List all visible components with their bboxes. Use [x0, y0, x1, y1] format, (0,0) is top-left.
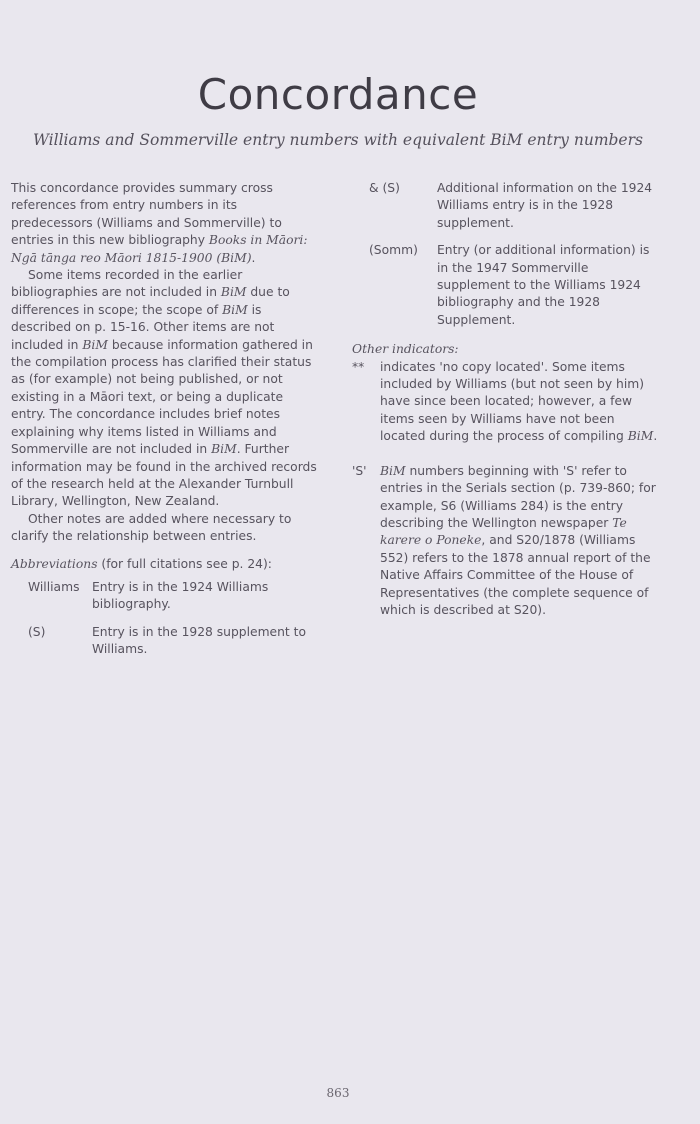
book-title-italic: Books in Māori: Ngā tānga reo Māori 1815-1900 (BiM)	[11, 233, 308, 265]
indicator-term: 'S'	[352, 463, 367, 478]
bim-abbrev: BiM	[627, 429, 654, 444]
bim-abbrev: BiM	[222, 302, 248, 317]
abbreviations-heading	[11, 556, 321, 573]
page-subtitle: Williams and Sommerville entry numbers with equivalent BiM entry numbers	[33, 131, 643, 149]
abbreviation-term: & (S)	[369, 181, 400, 195]
indicator-desc-text: .	[653, 429, 658, 444]
abbreviation-term: (S)	[28, 624, 46, 639]
indicator-term: **	[352, 359, 365, 374]
intro-p2-text-i: . Further information may be found in the archived records of the research held at the Alexander Turnbull Library, Wellington, New Zealand.	[11, 442, 317, 509]
intro-p2-text-g: because information gathered in the compilation process has clarified their status as (for example) not being published, or not existing in a Māori text, or being a duplicate entry. The concordance includes brief notes explaining why items listed in Williams and Sommerville are not included in	[11, 337, 313, 457]
abbreviation-item	[11, 579, 321, 614]
indicator-desc	[380, 359, 662, 446]
intro-p1-text-c: .	[251, 250, 256, 265]
indicator-desc-text: indicates 'no copy located'. Some items included by Williams (but not seen by him) have since been located; however, a few items seen by Williams have not been located during the process of compiling	[380, 359, 645, 444]
abbreviation-desc: Additional information on the 1924 Williams entry is in the 1928 supplement.	[437, 181, 653, 230]
newspaper-title-italic: Te karere o Poneke	[380, 515, 627, 548]
abbreviation-term: (Somm)	[369, 243, 418, 258]
abbreviation-desc: Entry is in the 1928 supplement to Williams.	[92, 624, 306, 657]
page-title: Concordance	[197, 70, 479, 119]
abbreviation-desc: Entry (or additional information) is in the 1947 Sommerville supplement to the Williams 1924 bibliography and the 1928 Supplement.	[437, 243, 650, 327]
abbreviation-item	[11, 624, 321, 659]
other-indicators-heading: Other indicators:	[352, 342, 459, 357]
intro-p1-text-a: This concordance provides summary cross references from entry numbers in its predecessors (Williams and Sommerville) to entries in this new bibliography	[11, 181, 282, 248]
abbreviation-item	[352, 180, 662, 232]
indicator-item	[352, 359, 662, 446]
indicator-desc-text: , and S20/1878 (Williams 552) refers to the 1878 annual report of the Native Affairs Committee of the House of Representatives (the complete sequence of which is described at S20).	[380, 533, 651, 617]
right-column	[352, 180, 662, 619]
page-number: 863	[326, 1086, 350, 1100]
intro-paragraph-2	[11, 267, 321, 511]
intro-paragraph-1	[11, 180, 321, 267]
indicator-item	[352, 463, 662, 620]
bim-abbrev: BiM	[211, 442, 237, 457]
abbreviations-heading-suffix: (for full citations see p. 24):	[97, 556, 272, 571]
intro-p2-text-e: is described on p. 15-16. Other items are not included in	[11, 302, 275, 352]
intro-paragraph-3: Other notes are added where necessary to clarify the relationship between entries.	[11, 511, 292, 544]
abbreviation-desc: Entry is in the 1924 Williams bibliography.	[92, 579, 269, 612]
bim-abbrev: BiM	[82, 337, 108, 352]
bim-abbrev: BiM	[380, 463, 406, 478]
abbreviations-heading-label: Abbreviations	[11, 556, 98, 571]
left-column	[11, 180, 321, 659]
abbreviation-term: Williams	[28, 579, 80, 594]
indicator-desc-text: numbers beginning with 'S' refer to entries in the Serials section (p. 739-860; for example, S6 (Williams 284) is the entry describing the Wellington newspaper	[380, 463, 656, 530]
intro-p2-text-c: due to differences in scope; the scope of	[11, 285, 290, 317]
bim-abbrev: BiM	[220, 285, 247, 300]
indicator-desc	[380, 463, 662, 620]
intro-p2-text-a: Some items recorded in the earlier bibliographies are not included in	[11, 268, 243, 300]
abbreviation-item	[352, 242, 662, 329]
